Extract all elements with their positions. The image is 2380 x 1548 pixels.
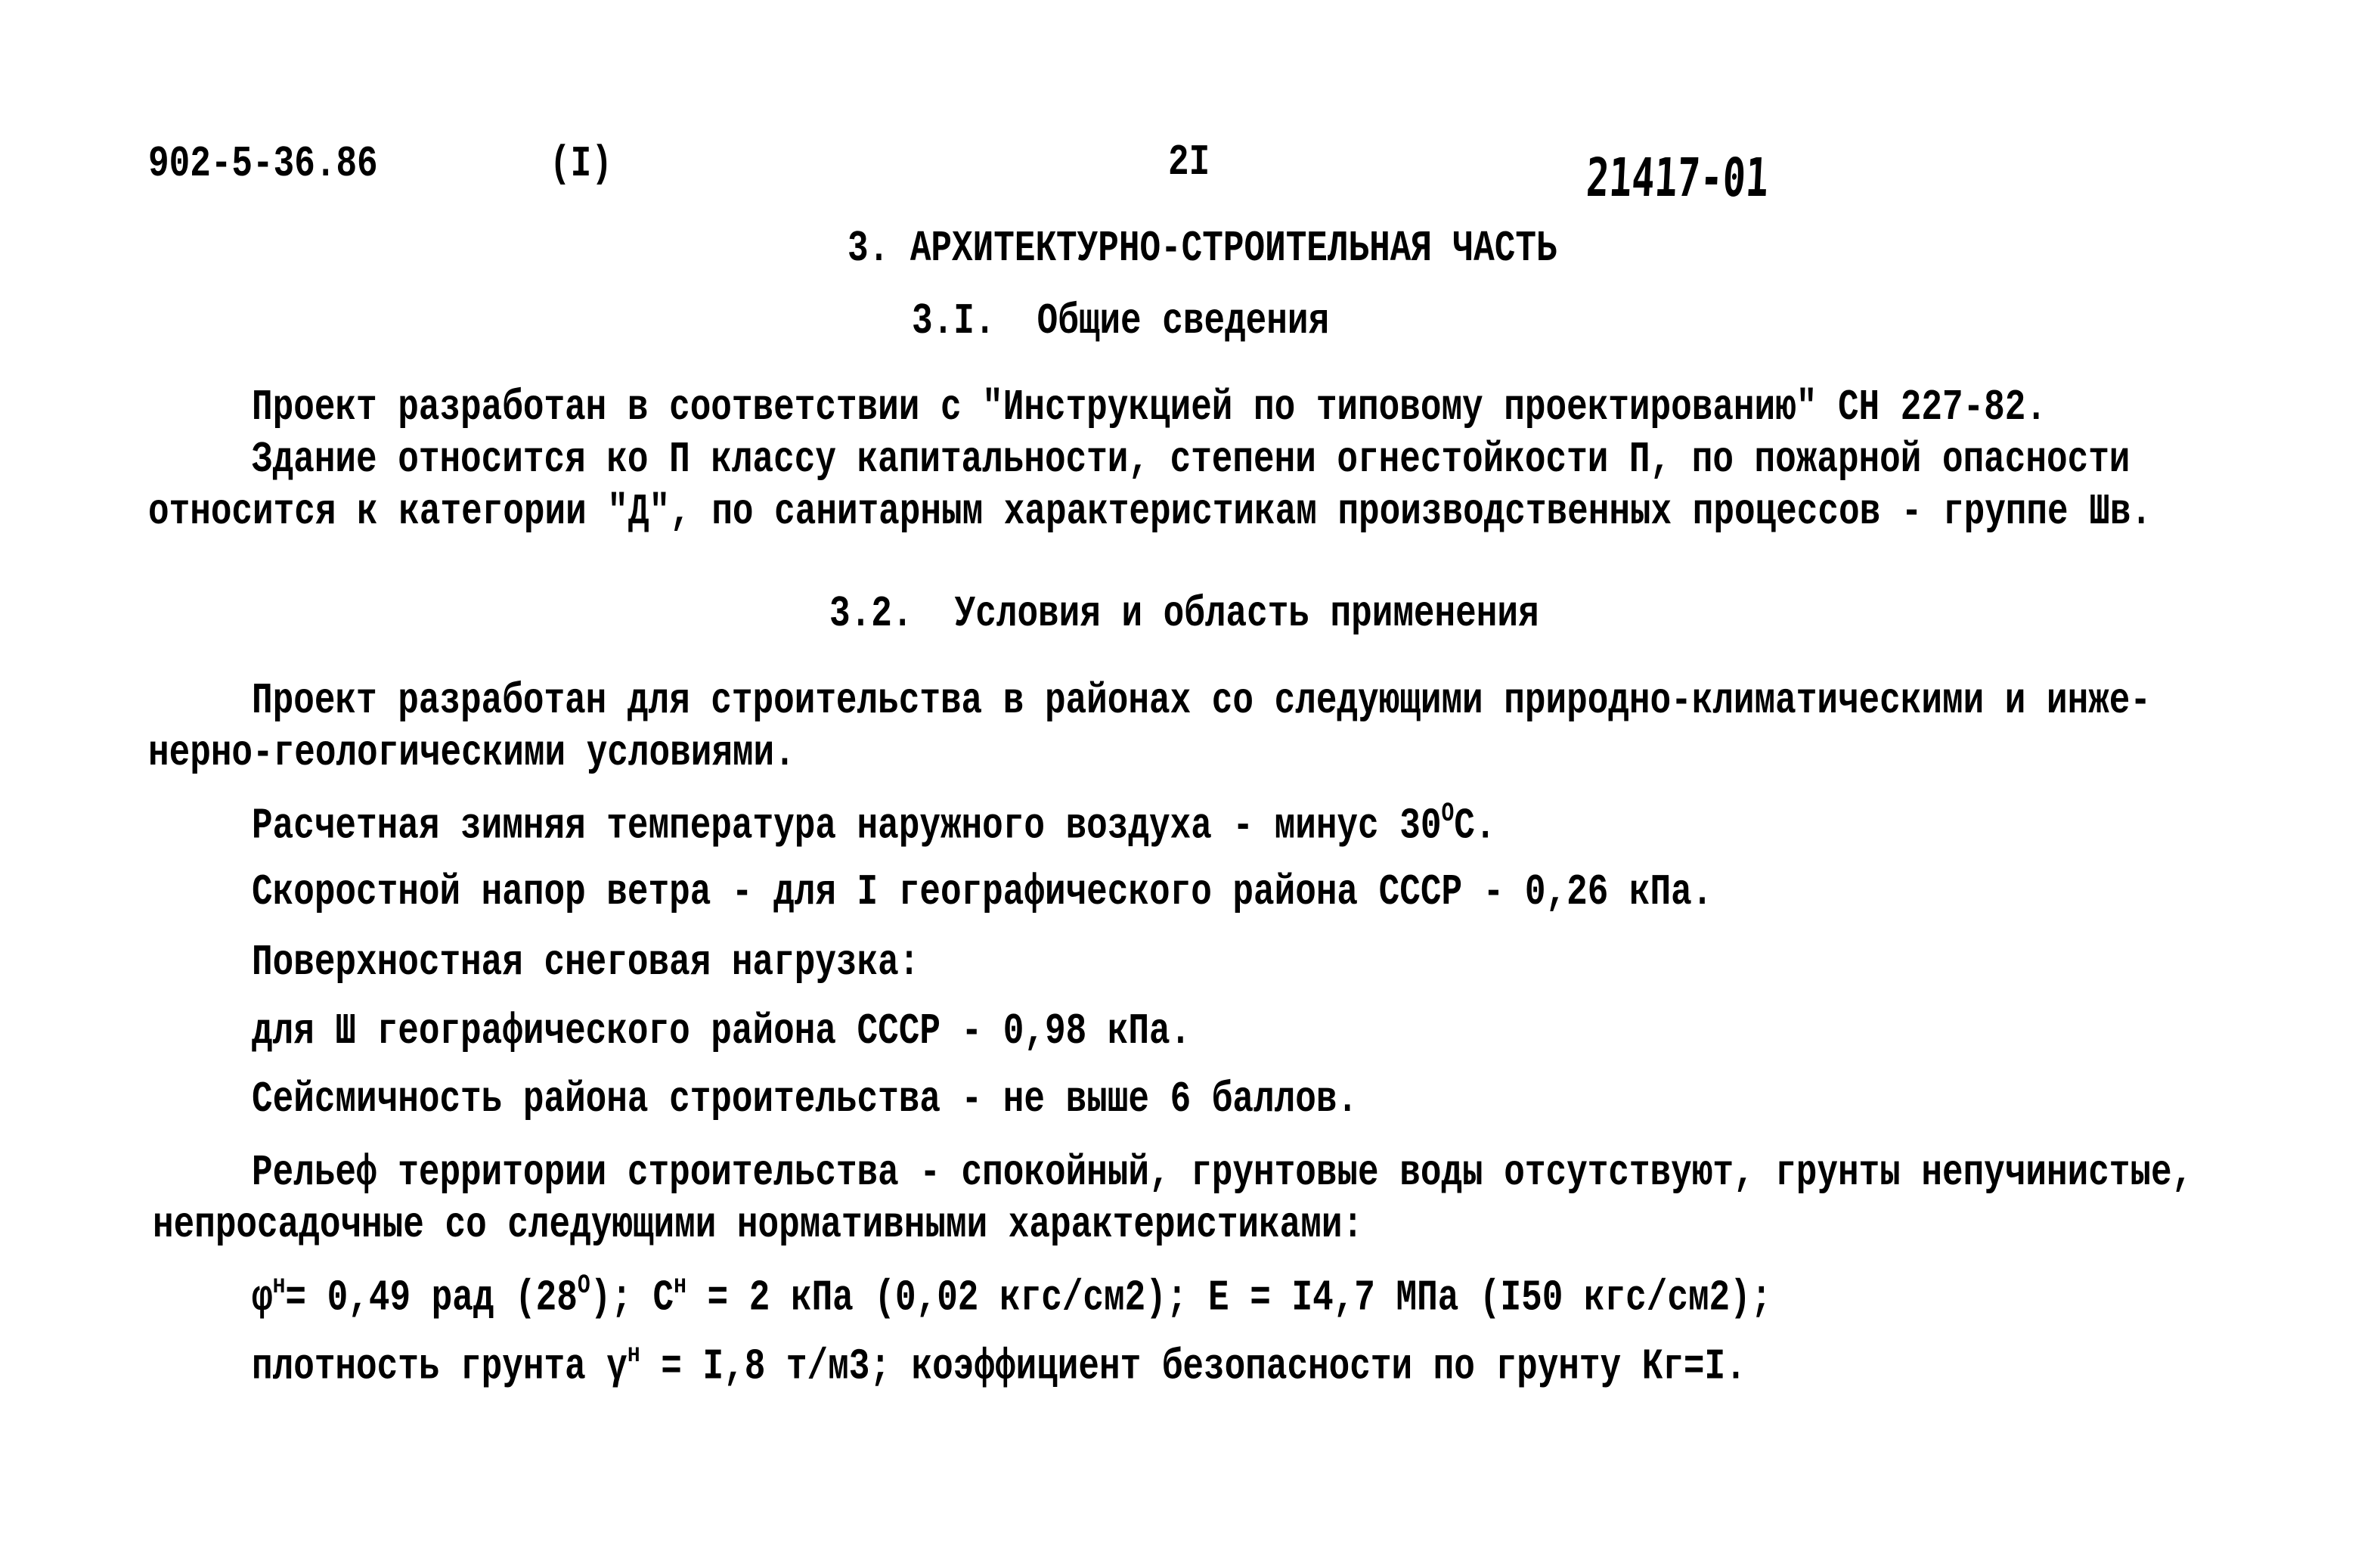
formula-soil-parameters: [252, 1271, 1772, 1323]
formula-text: ); С: [590, 1273, 674, 1323]
degree-sign: O: [577, 1271, 590, 1301]
paragraph-line: Сейсмичность района строительства - не выше 6 баллов.: [252, 1075, 1359, 1125]
paragraph-line: Проект разработан в соответствии с "Инструкцией по типовому проектированию" СН 227-82.: [252, 383, 2047, 433]
subsection-title-conditions: 3.2. Условия и область применения: [829, 589, 1539, 639]
paragraph-line-temperature: [252, 799, 1496, 851]
paragraph-line: Проект разработан для строительства в районах со следующими природно-климатическими и инже-: [252, 676, 2152, 726]
phi-symbol: φ: [252, 1273, 273, 1323]
paragraph-line: относится к категории "Д", по санитарным характеристикам производственных процессов - группе Шв.: [148, 487, 2152, 537]
paragraph-line: Поверхностная снеговая нагрузка:: [252, 938, 920, 988]
gamma-symbol: γ: [606, 1342, 628, 1391]
paragraph-line: Рельеф территории строительства - спокойный, грунтовые воды отсутствуют, грунты непучинистые,: [252, 1148, 2193, 1198]
page-number: 2I: [1168, 138, 1210, 188]
volume-label: (I): [550, 139, 612, 189]
paragraph-line: Скоростной напор ветра - для I географического района СССР - 0,26 кПа.: [252, 867, 1713, 917]
section-title: 3. АРХИТЕКТУРНО-СТРОИТЕЛЬНАЯ ЧАСТЬ: [848, 224, 1557, 274]
subsection-title-general: 3.I. Общие сведения: [912, 296, 1330, 346]
superscript-n: н: [627, 1340, 640, 1370]
superscript-n: н: [272, 1271, 286, 1301]
formula-text: = I,8 т/м3; коэффициент безопасности по грунту Кг=I.: [640, 1342, 1746, 1391]
formula-text: = 2 кПа (0,02 кгс/см2); Е = I4,7 МПа (I50 кгс/см2);: [686, 1273, 1772, 1323]
formula-text: плотность грунта: [252, 1342, 607, 1391]
superscript-n: н: [674, 1271, 686, 1301]
formula-soil-density: [252, 1340, 1746, 1391]
paragraph-line: для Ш географического района СССР - 0,98 кПа.: [252, 1007, 1192, 1056]
temperature-text: Расчетная зимняя температура наружного воздуха - минус 30: [252, 802, 1442, 851]
degree-sign: O: [1441, 799, 1455, 830]
temperature-unit: С.: [1454, 802, 1496, 851]
formula-text: = 0,49 рад (28: [285, 1273, 578, 1323]
paragraph-line: нерно-геологическими условиями.: [148, 728, 795, 778]
paragraph-line: Здание относится ко П классу капитальности, степени огнестойкости П, по пожарной опасности: [252, 435, 2131, 485]
document-code: 902-5-36.86: [148, 139, 378, 189]
inventory-number: 21417-01: [1585, 147, 1771, 209]
paragraph-line: непросадочные со следующими нормативными характеристиками:: [153, 1200, 1364, 1250]
